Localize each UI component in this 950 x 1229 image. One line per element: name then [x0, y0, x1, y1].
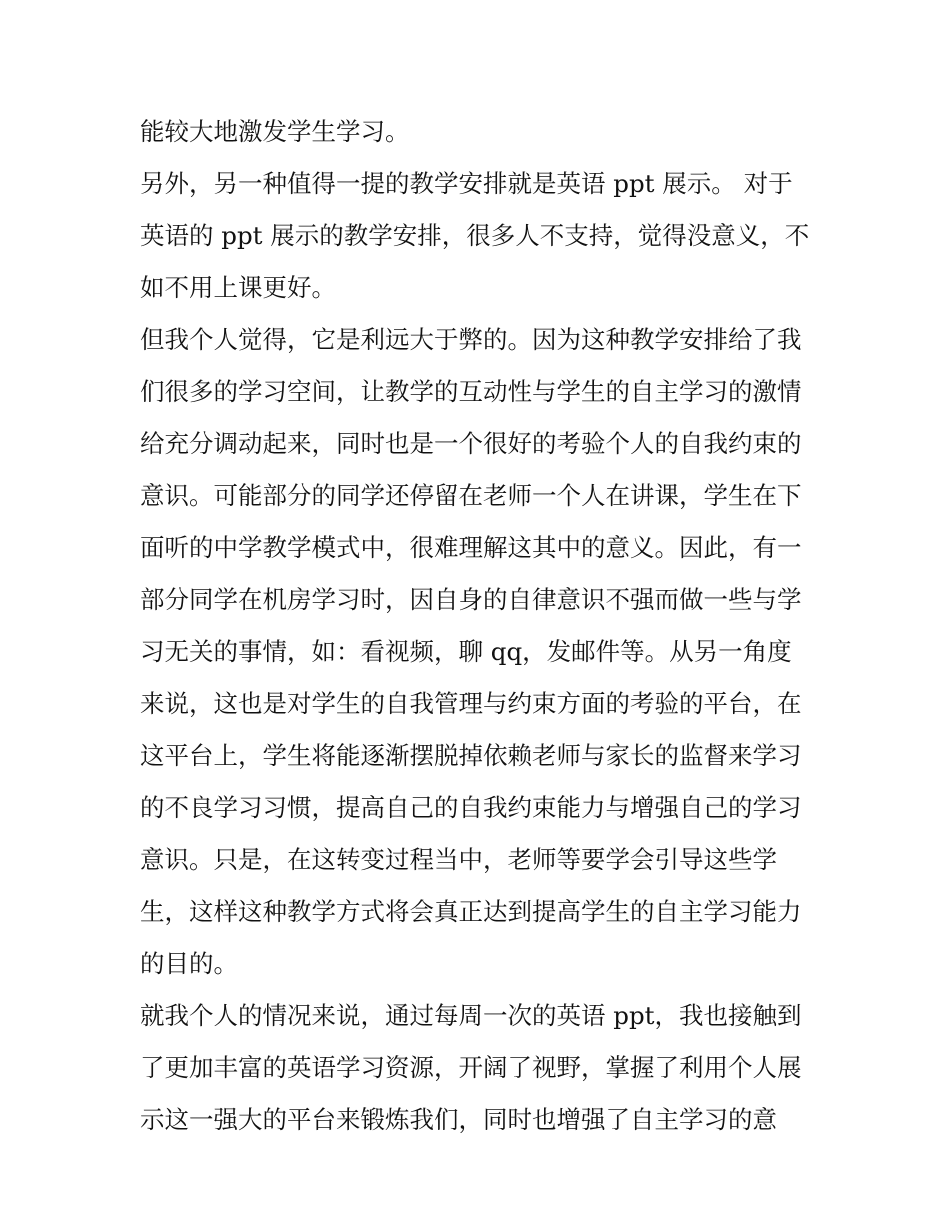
text-line: 能较大地激发学生学习。 — [140, 117, 410, 146]
text-line: 了更加丰富的英语学习资源，开阔了视野，掌握了利用个人展 — [140, 1053, 802, 1082]
document-body — [140, 106, 820, 1146]
text-line: 给充分调动起来，同时也是一个很好的考验个人的自我约束的 — [140, 429, 802, 458]
text-line: 英语的 ppt 展示的教学安排，很多人不支持，觉得没意义，不 — [140, 221, 810, 250]
text-line: 部分同学在机房学习时，因自身的自律意识不强而做一些与学 — [140, 585, 802, 614]
text-line: 面听的中学教学模式中，很难理解这其中的意义。因此，有一 — [140, 533, 802, 562]
text-line: 但我个人觉得，它是利远大于弊的。因为这种教学安排给了我 — [140, 325, 802, 354]
text-line: 示这一强大的平台来锻炼我们，同时也增强了自主学习的意 — [140, 1105, 777, 1134]
text-line: 习无关的事情，如：看视频，聊 qq，发邮件等。从另一角度 — [140, 637, 792, 666]
text-line: 意识。可能部分的同学还停留在老师一个人在讲课，学生在下 — [140, 481, 802, 510]
text-line: 另外，另一种值得一提的教学安排就是英语 ppt 展示。 对于 — [140, 169, 793, 198]
text-line: 意识。只是，在这转变过程当中，老师等要学会引导这些学 — [140, 845, 777, 874]
text-line: 来说，这也是对学生的自我管理与约束方面的考验的平台，在 — [140, 689, 802, 718]
text-line: 生，这样这种教学方式将会真正达到提高学生的自主学习能力 — [140, 897, 802, 926]
text-line: 如不用上课更好。 — [140, 273, 336, 302]
text-line: 们很多的学习空间，让教学的互动性与学生的自主学习的激情 — [140, 377, 802, 406]
text-line: 就我个人的情况来说，通过每周一次的英语 ppt，我也接触到 — [140, 1001, 802, 1030]
text-line: 的不良学习习惯，提高自己的自我约束能力与增强自己的学习 — [140, 793, 802, 822]
text-line: 这平台上，学生将能逐渐摆脱掉依赖老师与家长的监督来学习 — [140, 741, 802, 770]
text-line: 的目的。 — [140, 949, 238, 978]
